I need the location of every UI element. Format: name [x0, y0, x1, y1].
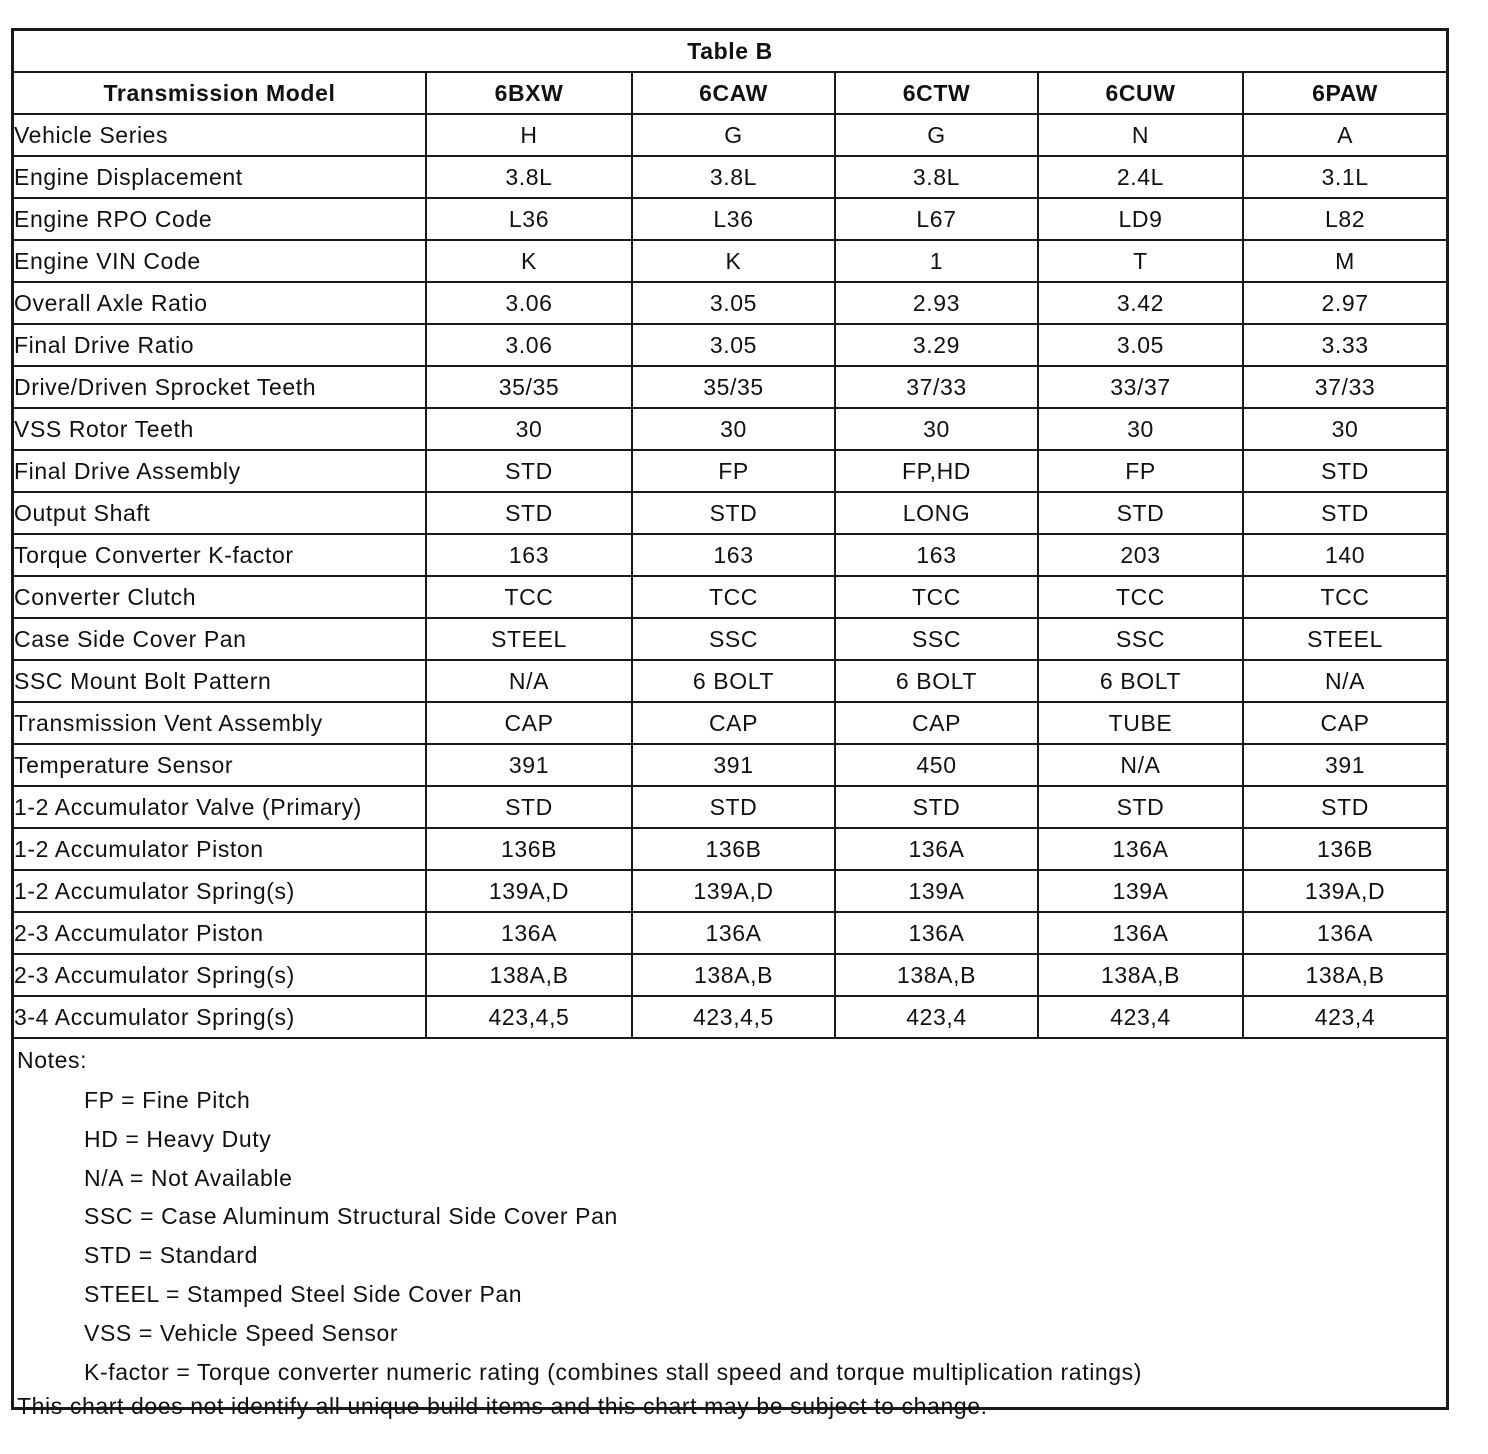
- table-row: [14, 954, 1446, 996]
- table-cell: 30: [1038, 408, 1243, 450]
- table-cell: STD: [426, 450, 632, 492]
- table-row: [14, 408, 1446, 450]
- table-row: [14, 366, 1446, 408]
- table-cell: 138A,B: [632, 954, 835, 996]
- table-cell: 138A,B: [426, 954, 632, 996]
- table-cell: SSC: [1038, 618, 1243, 660]
- table-cell: 139A,D: [1243, 870, 1446, 912]
- table-cell: 3.8L: [632, 156, 835, 198]
- notes-title: Notes:: [17, 1047, 88, 1073]
- table-cell: G: [632, 114, 835, 156]
- table-cell: 136A: [632, 912, 835, 954]
- table-cell: L67: [835, 198, 1038, 240]
- table-row: [14, 702, 1446, 744]
- table-cell: 450: [835, 744, 1038, 786]
- table-cell: 3.05: [632, 282, 835, 324]
- header-label: Transmission Model: [14, 72, 426, 114]
- table-cell: STD: [1038, 786, 1243, 828]
- table-cell: 33/37: [1038, 366, 1243, 408]
- row-label: Torque Converter K-factor: [14, 534, 426, 576]
- table-cell: STEEL: [426, 618, 632, 660]
- table-cell: STD: [632, 786, 835, 828]
- table-cell: LONG: [835, 492, 1038, 534]
- table-cell: L36: [426, 198, 632, 240]
- table-cell: STD: [632, 492, 835, 534]
- table-cell: 423,4,5: [632, 996, 835, 1038]
- row-label: Engine RPO Code: [14, 198, 426, 240]
- table-cell: N/A: [426, 660, 632, 702]
- table-cell: 2.93: [835, 282, 1038, 324]
- table-cell: FP: [632, 450, 835, 492]
- row-label: VSS Rotor Teeth: [14, 408, 426, 450]
- table-cell: 35/35: [426, 366, 632, 408]
- table-cell: G: [835, 114, 1038, 156]
- table-cell: 30: [632, 408, 835, 450]
- table-cell: TCC: [1243, 576, 1446, 618]
- table-cell: CAP: [632, 702, 835, 744]
- table-cell: 136B: [632, 828, 835, 870]
- table-cell: STD: [835, 786, 1038, 828]
- table-row: [14, 450, 1446, 492]
- table-cell: 136A: [1038, 828, 1243, 870]
- table-row: [14, 198, 1446, 240]
- table-cell: SSC: [632, 618, 835, 660]
- table-cell: 37/33: [1243, 366, 1446, 408]
- table-cell: K: [426, 240, 632, 282]
- note-item: HD = Heavy Duty: [84, 1125, 272, 1152]
- row-label: Drive/Driven Sprocket Teeth: [14, 366, 426, 408]
- note-item: STD = Standard: [84, 1242, 258, 1269]
- row-label: 1-2 Accumulator Spring(s): [14, 870, 426, 912]
- table-cell: 423,4: [1243, 996, 1446, 1038]
- table-title: Table B: [14, 31, 1446, 72]
- table-cell: TCC: [835, 576, 1038, 618]
- table-cell: 138A,B: [835, 954, 1038, 996]
- table-row: [14, 618, 1446, 660]
- table-cell: 203: [1038, 534, 1243, 576]
- row-label: 1-2 Accumulator Piston: [14, 828, 426, 870]
- model-header: 6PAW: [1243, 72, 1446, 114]
- table-cell: 139A: [835, 870, 1038, 912]
- table-body: [14, 114, 1446, 1038]
- row-label: SSC Mount Bolt Pattern: [14, 660, 426, 702]
- table-cell: 3.8L: [835, 156, 1038, 198]
- table-cell: H: [426, 114, 632, 156]
- table-title-row: [14, 31, 1446, 72]
- table-cell: 3.06: [426, 282, 632, 324]
- table-cell: FP: [1038, 450, 1243, 492]
- table-row: [14, 786, 1446, 828]
- row-label: 2-3 Accumulator Piston: [14, 912, 426, 954]
- row-label: Final Drive Ratio: [14, 324, 426, 366]
- note-item: N/A = Not Available: [84, 1164, 293, 1191]
- table-cell: 3.33: [1243, 324, 1446, 366]
- table-cell: CAP: [426, 702, 632, 744]
- note-item: K-factor = Torque converter numeric rating (combines stall speed and torque multiplication ratings): [84, 1358, 1143, 1385]
- row-label: Case Side Cover Pan: [14, 618, 426, 660]
- table-cell: 30: [835, 408, 1038, 450]
- table-row: [14, 114, 1446, 156]
- table-row: [14, 534, 1446, 576]
- table-cell: 3.1L: [1243, 156, 1446, 198]
- table-cell: 3.29: [835, 324, 1038, 366]
- table-cell: N/A: [1243, 660, 1446, 702]
- table-cell: 163: [426, 534, 632, 576]
- table-row: [14, 156, 1446, 198]
- table-cell: STD: [1243, 786, 1446, 828]
- table-row: [14, 492, 1446, 534]
- model-header: 6BXW: [426, 72, 632, 114]
- table-cell: 423,4,5: [426, 996, 632, 1038]
- header-row: [14, 72, 1446, 114]
- model-header: 6CTW: [835, 72, 1038, 114]
- table-cell: A: [1243, 114, 1446, 156]
- row-label: Final Drive Assembly: [14, 450, 426, 492]
- table-cell: N: [1038, 114, 1243, 156]
- table-cell: 3.05: [1038, 324, 1243, 366]
- table-cell: 136A: [1243, 912, 1446, 954]
- table-cell: 391: [426, 744, 632, 786]
- table-cell: 136A: [835, 828, 1038, 870]
- table-cell: N/A: [1038, 744, 1243, 786]
- table-cell: 2.97: [1243, 282, 1446, 324]
- table-cell: STEEL: [1243, 618, 1446, 660]
- table-cell: M: [1243, 240, 1446, 282]
- table-cell: 136A: [426, 912, 632, 954]
- table-cell: 3.8L: [426, 156, 632, 198]
- table-cell: CAP: [835, 702, 1038, 744]
- table-cell: 136B: [426, 828, 632, 870]
- table-cell: 3.06: [426, 324, 632, 366]
- model-header: 6CUW: [1038, 72, 1243, 114]
- row-label: Transmission Vent Assembly: [14, 702, 426, 744]
- table-cell: 391: [632, 744, 835, 786]
- table-cell: 139A,D: [632, 870, 835, 912]
- table-cell: 163: [632, 534, 835, 576]
- row-label: 3-4 Accumulator Spring(s): [14, 996, 426, 1038]
- table-cell: 6 BOLT: [835, 660, 1038, 702]
- note-item: STEEL = Stamped Steel Side Cover Pan: [84, 1280, 523, 1307]
- table-cell: K: [632, 240, 835, 282]
- table-cell: 423,4: [1038, 996, 1243, 1038]
- note-item: VSS = Vehicle Speed Sensor: [84, 1319, 399, 1346]
- table-cell: FP,HD: [835, 450, 1038, 492]
- table-cell: TCC: [1038, 576, 1243, 618]
- transmission-spec-table: [14, 31, 1446, 1039]
- row-label: Vehicle Series: [14, 114, 426, 156]
- table-cell: 6 BOLT: [632, 660, 835, 702]
- table-cell: 6 BOLT: [1038, 660, 1243, 702]
- spec-sheet: [11, 28, 1449, 1420]
- table-cell: 140: [1243, 534, 1446, 576]
- table-cell: 391: [1243, 744, 1446, 786]
- table-row: [14, 240, 1446, 282]
- table-row: [14, 576, 1446, 618]
- table-cell: TCC: [426, 576, 632, 618]
- row-label: Output Shaft: [14, 492, 426, 534]
- row-label: Temperature Sensor: [14, 744, 426, 786]
- note-item: SSC = Case Aluminum Structural Side Cover Pan: [84, 1203, 618, 1230]
- table-cell: TUBE: [1038, 702, 1243, 744]
- table-cell: 35/35: [632, 366, 835, 408]
- table-cell: 136A: [835, 912, 1038, 954]
- row-label: 2-3 Accumulator Spring(s): [14, 954, 426, 996]
- model-header: 6CAW: [632, 72, 835, 114]
- table-cell: 136A: [1038, 912, 1243, 954]
- row-label: 1-2 Accumulator Valve (Primary): [14, 786, 426, 828]
- table-row: [14, 660, 1446, 702]
- table-row: [14, 324, 1446, 366]
- disclaimer: This chart does not identify all unique build items and this chart may be subject to change.: [17, 1393, 988, 1420]
- row-label: Overall Axle Ratio: [14, 282, 426, 324]
- table-cell: TCC: [632, 576, 835, 618]
- table-cell: 3.05: [632, 324, 835, 366]
- table-cell: L36: [632, 198, 835, 240]
- table-cell: 30: [426, 408, 632, 450]
- table-row: [14, 870, 1446, 912]
- table-cell: 136B: [1243, 828, 1446, 870]
- table-cell: STD: [426, 786, 632, 828]
- table-row: [14, 828, 1446, 870]
- row-label: Engine VIN Code: [14, 240, 426, 282]
- row-label: Converter Clutch: [14, 576, 426, 618]
- table-cell: STD: [426, 492, 632, 534]
- table-cell: 138A,B: [1038, 954, 1243, 996]
- notes-section: [14, 1039, 1446, 1425]
- table-cell: CAP: [1243, 702, 1446, 744]
- table-cell: STD: [1243, 450, 1446, 492]
- table-row: [14, 282, 1446, 324]
- note-item: FP = Fine Pitch: [84, 1087, 251, 1113]
- table-row: [14, 912, 1446, 954]
- table-cell: 2.4L: [1038, 156, 1243, 198]
- table-cell: L82: [1243, 198, 1446, 240]
- table-cell: 163: [835, 534, 1038, 576]
- table-cell: T: [1038, 240, 1243, 282]
- notes-list: [17, 1081, 1446, 1391]
- table-cell: 37/33: [835, 366, 1038, 408]
- table-cell: 30: [1243, 408, 1446, 450]
- table-cell: 138A,B: [1243, 954, 1446, 996]
- row-label: Engine Displacement: [14, 156, 426, 198]
- table-cell: STD: [1243, 492, 1446, 534]
- table-cell: 423,4: [835, 996, 1038, 1038]
- table-cell: SSC: [835, 618, 1038, 660]
- table-cell: 139A,D: [426, 870, 632, 912]
- table-cell: 1: [835, 240, 1038, 282]
- table-cell: 139A: [1038, 870, 1243, 912]
- table-row: [14, 996, 1446, 1038]
- table-cell: LD9: [1038, 198, 1243, 240]
- table-row: [14, 744, 1446, 786]
- table-cell: 3.42: [1038, 282, 1243, 324]
- table-cell: STD: [1038, 492, 1243, 534]
